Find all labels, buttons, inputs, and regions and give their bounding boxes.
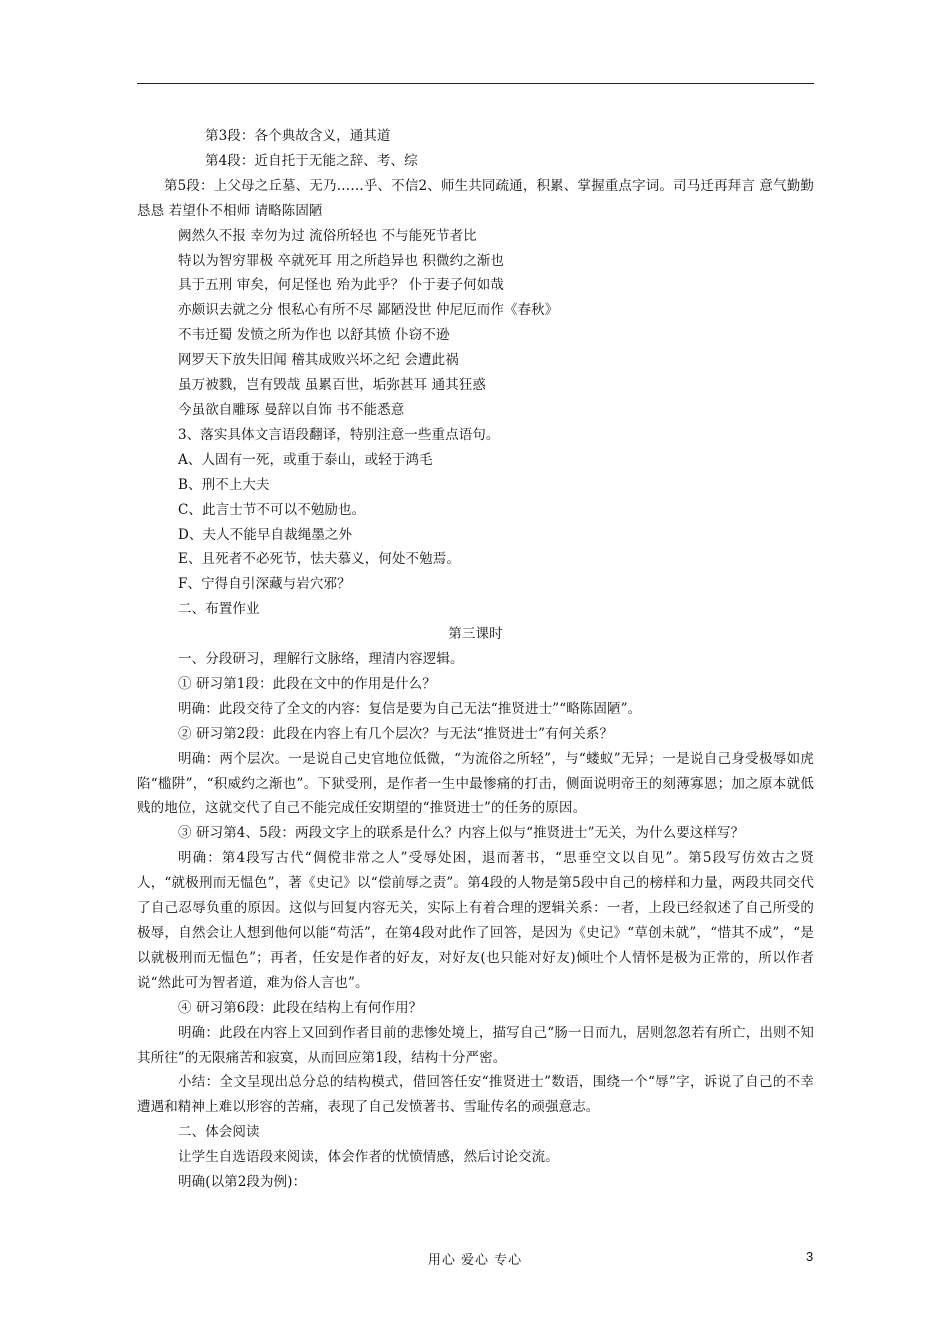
lesson-title: 第三课时 (448, 626, 503, 643)
list-item: C、此言士节不可以不勉励也。 (178, 501, 366, 518)
paragraph: 第3段：各个典故含义，通其道 (205, 128, 391, 144)
paragraph: 虽万被戮，岂有毁哉 虽累百世，垢弥甚耳 通其狂惑 (178, 377, 486, 394)
list-item: B、刑不上大夫 (178, 476, 270, 493)
paragraph: 不韦迁蜀 发愤之所为作也 以舒其愤 仆窃不逊 (178, 327, 450, 344)
header-rule (137, 83, 814, 84)
paragraph: 阙然久不报 幸勿为过 流俗所轻也 不与能死节者比 (178, 227, 477, 244)
paragraph: 亦颇识去就之分 恨私心有所不尽 鄙陋没世 仲尼厄而作《春秋》 (178, 302, 559, 319)
answer: 明确：两个层次。一是说自己史官地位低微，“为流俗之所轻”，与“蝼蚁”无异；一是说自己身受极辱如虎陷“槛阱”，“积威约之渐也”。下狱受刑，是作者一生中最惨痛的打击，侧面说明帝王的刻薄寡恩；加之原本就低贱的地位，这就交代了自己不能完成任安期望的“推贤进士”的任务的原因。 (137, 750, 814, 817)
question: ① 研习第1段：此段在文中的作用是什么？ (178, 675, 436, 692)
section-heading: 二、体会阅读 (178, 1124, 260, 1141)
paragraph: 第5段：上父母之丘墓、无乃……乎、不信2、师生共同疏通，积累、掌握重点字词。司马迁再拜言 意气勤勤恳恳 若望仆不相师 请略陈固陋 (137, 177, 814, 219)
question: ② 研习第2段：此段在内容上有几个层次？与无法“推贤进士”有何关系？ (178, 725, 614, 742)
paragraph: 让学生自选语段来阅读，体会作者的忧愤情感，然后讨论交流。 (178, 1149, 559, 1166)
list-item: A、人固有一死，或重于泰山，或轻于鸿毛 (178, 451, 433, 468)
paragraph: 第4段：近自托于无能之辞、考、综 (205, 152, 418, 169)
question: ④ 研习第6段：此段在结构上有何作用？ (178, 999, 423, 1016)
paragraph: 明确(以第2段为例)： (178, 1174, 307, 1191)
paragraph: 具于五刑 审矣，何足怪也 殆为此乎？ 仆于妻子何如哉 (178, 277, 504, 294)
paragraph: 网罗天下放失旧闻 稽其成败兴坏之纪 会遭此祸 (178, 352, 459, 369)
section-heading: 一、分段研习，理解行文脉络，理清内容逻辑。 (178, 651, 464, 668)
paragraph: 3、落实具体文言语段翻译，特别注意一些重点语句。 (178, 426, 500, 443)
section-heading: 二、布置作业 (178, 601, 260, 618)
paragraph: 今虽欲自雕琢 曼辞以自饰 书不能悉意 (178, 401, 405, 418)
list-item: E、且死者不必死节，怯夫慕义，何处不勉焉。 (178, 551, 460, 568)
footer-motto: 用心 爱心 专心 (427, 1253, 523, 1268)
list-item: D、夫人不能早自裁绳墨之外 (178, 526, 353, 543)
answer: 明确：第4段写古代“倜傥非常之人”受辱处困，退而著书，“思垂空文以自见”。第5段写仿效古之贤人，“就极刑而无愠色”，著《史记》以“偿前辱之责”。第4段的人物是第5段中自己的榜样和力量，两段共同交代了自己忍辱负重的原因。这似与回复内容无关，实际上有着合理的逻辑关系：一者，上段已经叙述了自己所受的极辱，自然会让人想到他何以能“苟活”，在第4段对此作了回答，是因为《史记》“草创未就”，“惜其不成”，“是以就极刑而无愠色”；再者，任安是作者的好友，对好友(也只能对好友)倾吐个人情怀是极为正常的，所以作者说“然此可为智者道，难为俗人言也”。 (137, 850, 814, 991)
answer: 明确：此段交待了全文的内容：复信是要为自己无法“推贤进士”“略陈固陋”。 (178, 700, 642, 717)
question: ③ 研习第4、5段：两段文字上的联系是什么？内容上似与“推贤进士”无关，为什么要这样写？ (178, 825, 745, 842)
summary: 小结：全文呈现出总分总的结构模式，借回答任安“推贤进士”数语，围绕一个“辱”字，诉说了自己的不幸遭遇和精神上难以形容的苦痛，表现了自己发愤著书、雪耻传名的顽强意志。 (137, 1074, 814, 1116)
list-item: F、宁得自引深藏与岩穴邪？ (178, 576, 351, 593)
answer: 明确：此段在内容上又回到作者目前的悲惨处境上，描写自己“肠一日而九，居则忽忽若有所亡，出则不知其所往”的无限痛苦和寂寞，从而回应第1段，结构十分严密。 (137, 1024, 814, 1066)
paragraph: 特以为智穷罪极 卒就死耳 用之所趋异也 积微约之渐也 (178, 252, 504, 269)
page-number: 3 (806, 1249, 814, 1264)
document-body (137, 124, 814, 1195)
